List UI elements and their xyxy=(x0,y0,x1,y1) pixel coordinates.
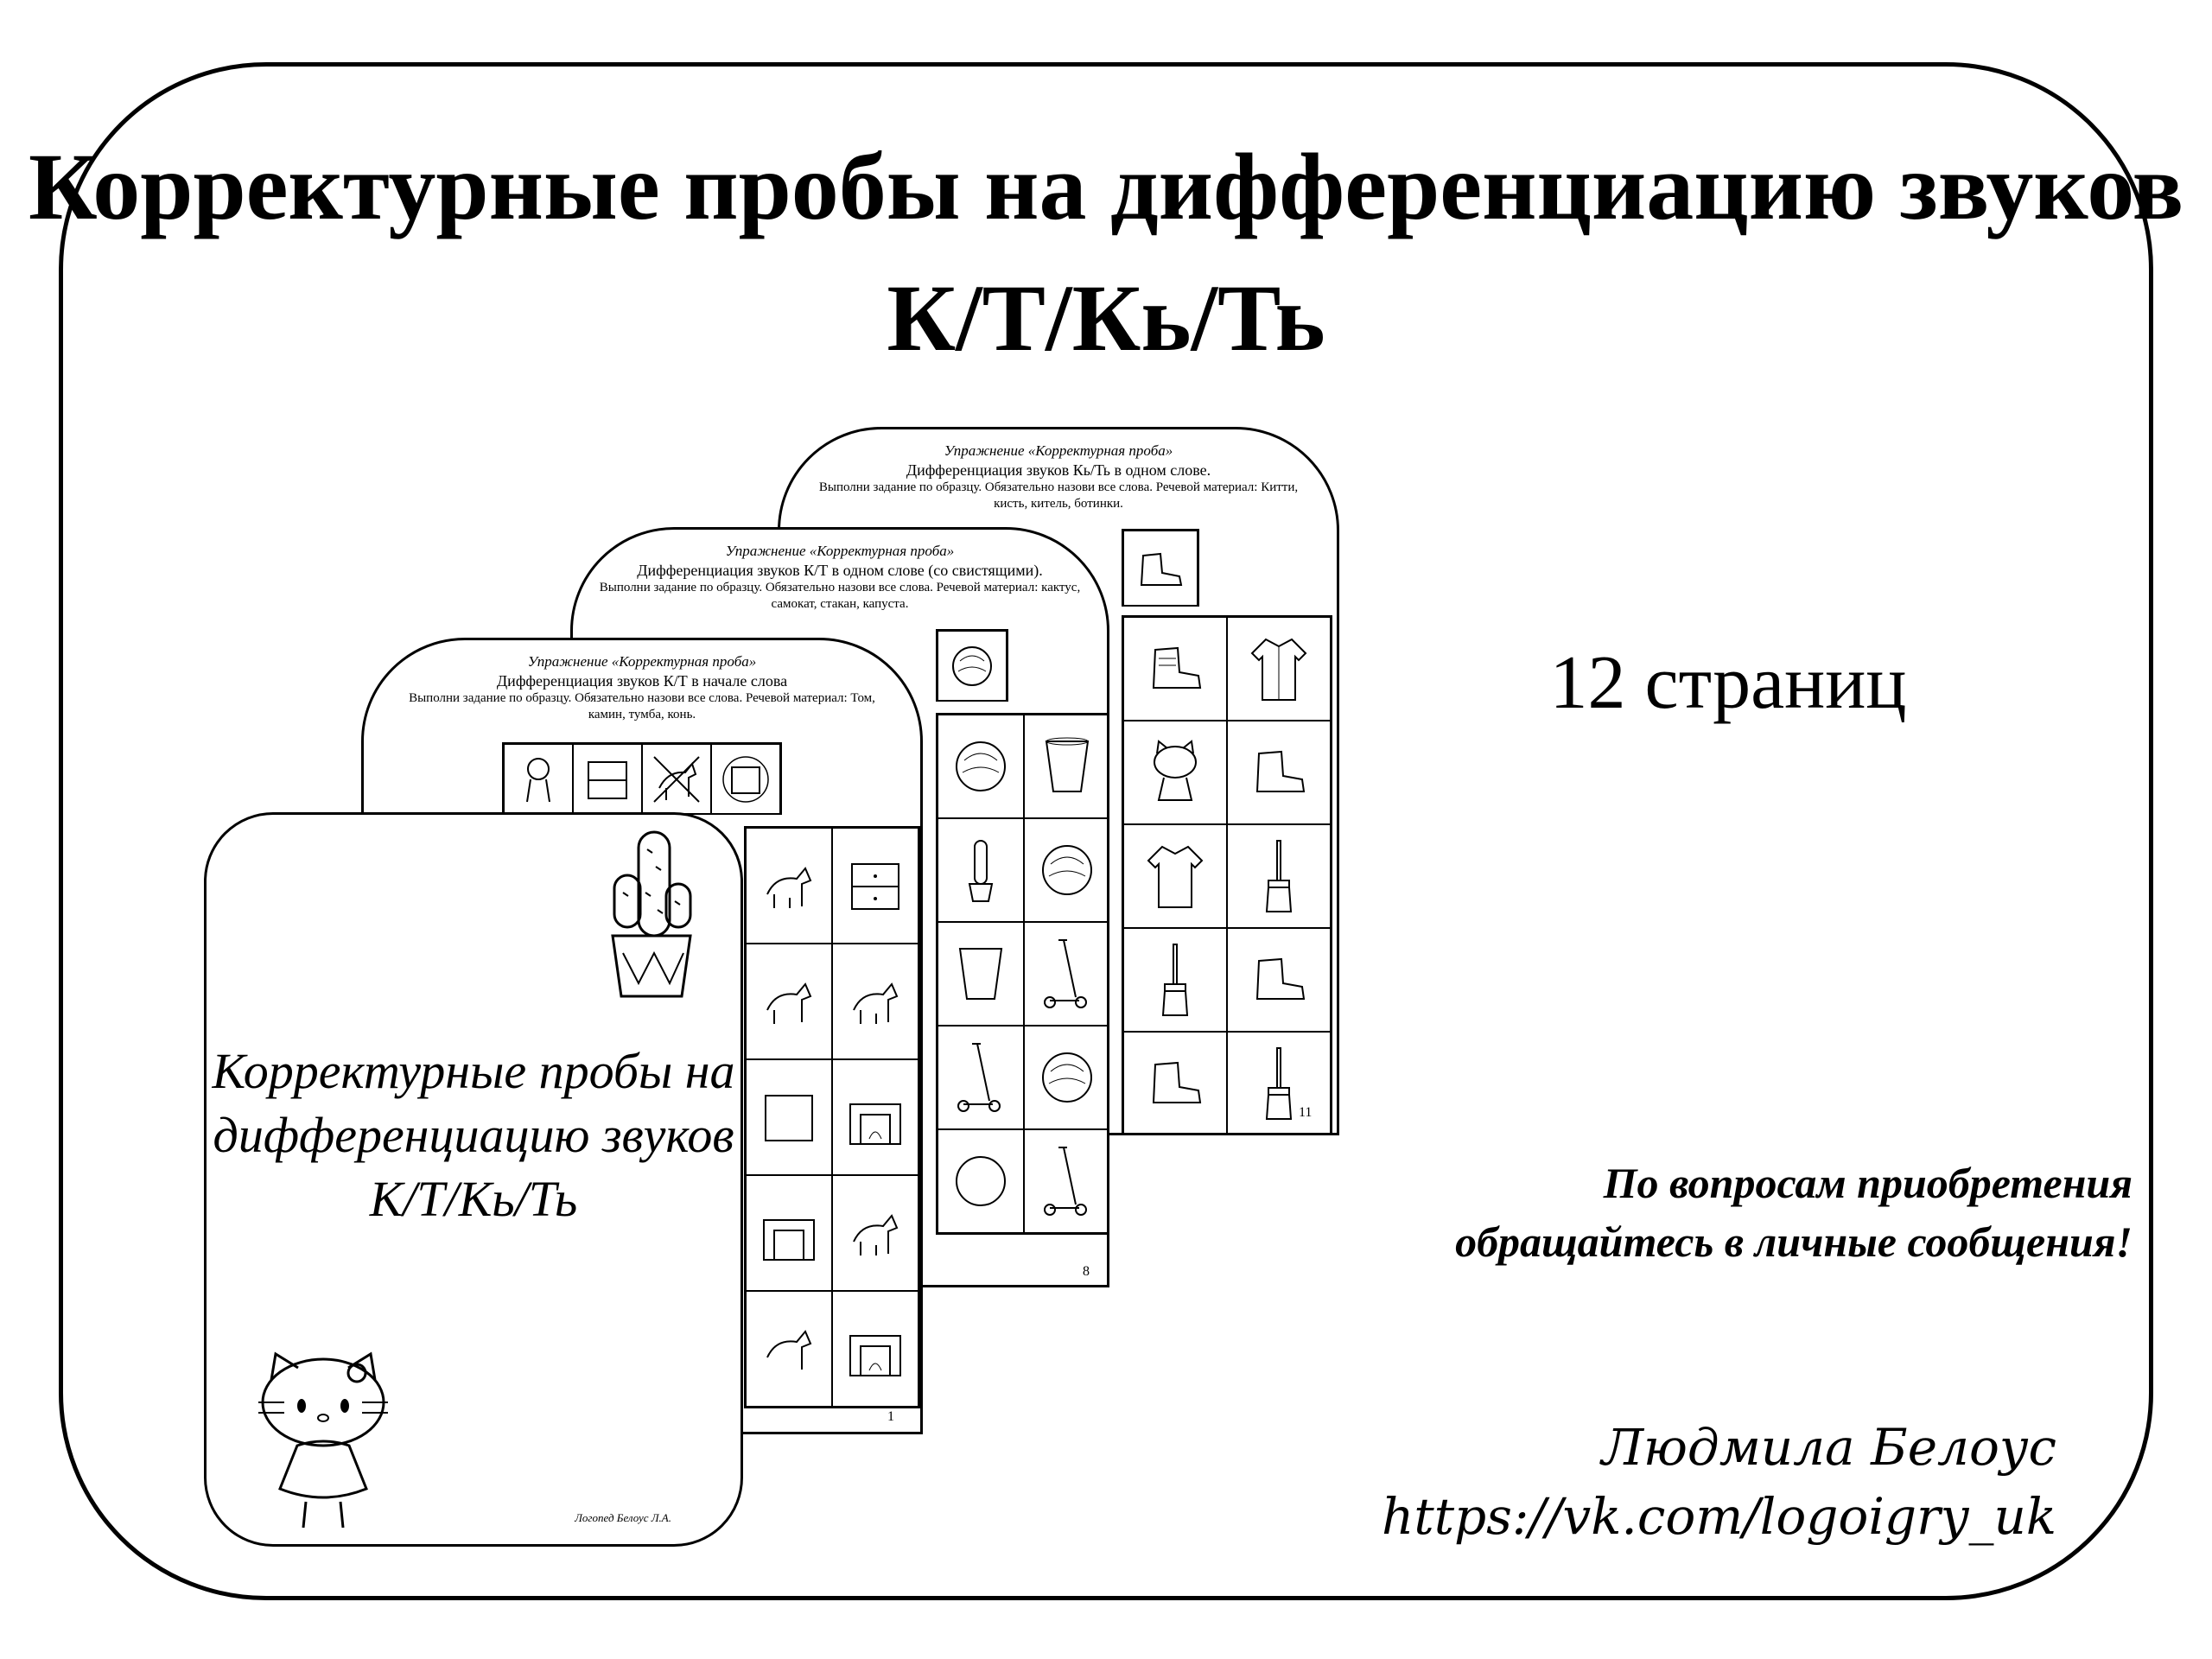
nightstand-icon xyxy=(832,828,918,944)
cabbage-icon xyxy=(938,715,1024,818)
jacket-icon xyxy=(1123,824,1227,928)
sheet-header xyxy=(573,530,1107,613)
hello-kitty-icon xyxy=(250,1351,397,1532)
boot-icon xyxy=(1123,1032,1227,1135)
exercise-instruction: Выполни задание по образцу. Обязательно назови все слова. Речевой материал: Том, камин, тумба, конь. xyxy=(409,691,875,721)
cabbage-icon xyxy=(938,1129,1024,1233)
author-url[interactable]: https://vk.com/logoigry_uk xyxy=(1382,1487,2056,1546)
exercise-label: Упражнение «Корректурная проба» xyxy=(944,442,1173,459)
pages-count: 12 страниц xyxy=(1549,641,1907,725)
exercise-subtitle: Дифференциация звуков К/Т в одном слове (со свистящими). xyxy=(637,562,1043,579)
horse-icon xyxy=(746,1291,832,1407)
exercise-subtitle: Дифференциация звуков К/Т в начале слова xyxy=(496,672,788,690)
picture-grid xyxy=(936,713,1109,1235)
author-name: Людмила Белоус xyxy=(1601,1418,2056,1477)
picture-grid xyxy=(744,826,920,1408)
exercise-instruction: Выполни задание по образцу. Обязательно назови все слова. Речевой материал: кактус, самокат, стакан, капуста. xyxy=(599,581,1081,611)
cabbage-icon xyxy=(1024,1026,1109,1129)
cactus-icon xyxy=(938,818,1024,922)
cabbage-icon xyxy=(1024,818,1109,922)
glass-icon xyxy=(938,922,1024,1026)
exercise-instruction: Выполни задание по образцу. Обязательно назови все слова. Речевой материал: Китти, кисть, китель, ботинки. xyxy=(818,480,1299,511)
cover-page xyxy=(204,812,743,1547)
contact-note: По вопросам приобретения обращайтесь в личные сообщения! xyxy=(1455,1159,2133,1266)
brush-icon xyxy=(1227,1032,1331,1135)
sheet-header xyxy=(780,429,1337,512)
author-block xyxy=(1279,1413,2056,1551)
scooter-icon xyxy=(1024,922,1109,1026)
hello-kitty-icon xyxy=(1123,721,1227,824)
brush-icon xyxy=(1227,824,1331,928)
cabbage-icon xyxy=(938,631,1007,702)
fireplace-icon xyxy=(832,1059,918,1175)
nightstand-icon xyxy=(746,1059,832,1175)
horse-icon xyxy=(832,1175,918,1291)
fireplace-icon xyxy=(746,1175,832,1291)
nightstand-icon xyxy=(573,744,642,815)
exercise-subtitle: Дифференциация звуков Кь/Ть в одном слове. xyxy=(906,461,1211,479)
tom-cat-icon xyxy=(504,744,573,815)
brush-icon xyxy=(1123,928,1227,1032)
sample-strip xyxy=(502,742,782,815)
sample-strip xyxy=(1122,529,1199,607)
page-title: Корректурные пробы на дифференциацию звуков К/Т/Кь/Ть xyxy=(29,134,2183,371)
horse-icon xyxy=(832,944,918,1059)
picture-grid xyxy=(1122,615,1332,1135)
glass-icon xyxy=(1024,715,1109,818)
horse-icon xyxy=(746,944,832,1059)
page-number: 11 xyxy=(1299,1105,1313,1120)
scooter-icon xyxy=(938,1026,1024,1129)
horse-crossed-icon xyxy=(642,744,711,815)
horse-icon xyxy=(746,828,832,944)
cover-title: Корректурные пробы на дифференциацию звуков К/Т/Кь/Ть xyxy=(212,1043,735,1227)
jacket-icon xyxy=(1227,617,1331,721)
fireplace-icon xyxy=(832,1291,918,1407)
boot-icon xyxy=(1123,617,1227,721)
boot-icon xyxy=(1227,721,1331,824)
cactus-icon xyxy=(604,823,699,1005)
exercise-label: Упражнение «Корректурная проба» xyxy=(725,543,955,559)
exercise-label: Упражнение «Корректурная проба» xyxy=(527,653,757,670)
page-number: 1 xyxy=(887,1409,894,1424)
scooter-icon xyxy=(1024,1129,1109,1233)
sheet-header xyxy=(364,640,920,723)
boot-icon xyxy=(1123,531,1198,607)
sample-strip xyxy=(936,629,1008,702)
page-number: 8 xyxy=(1083,1264,1090,1279)
boot-icon xyxy=(1227,928,1331,1032)
fireplace-icon xyxy=(711,744,780,815)
cover-signature: Логопед Белоус Л.А. xyxy=(575,1511,671,1524)
